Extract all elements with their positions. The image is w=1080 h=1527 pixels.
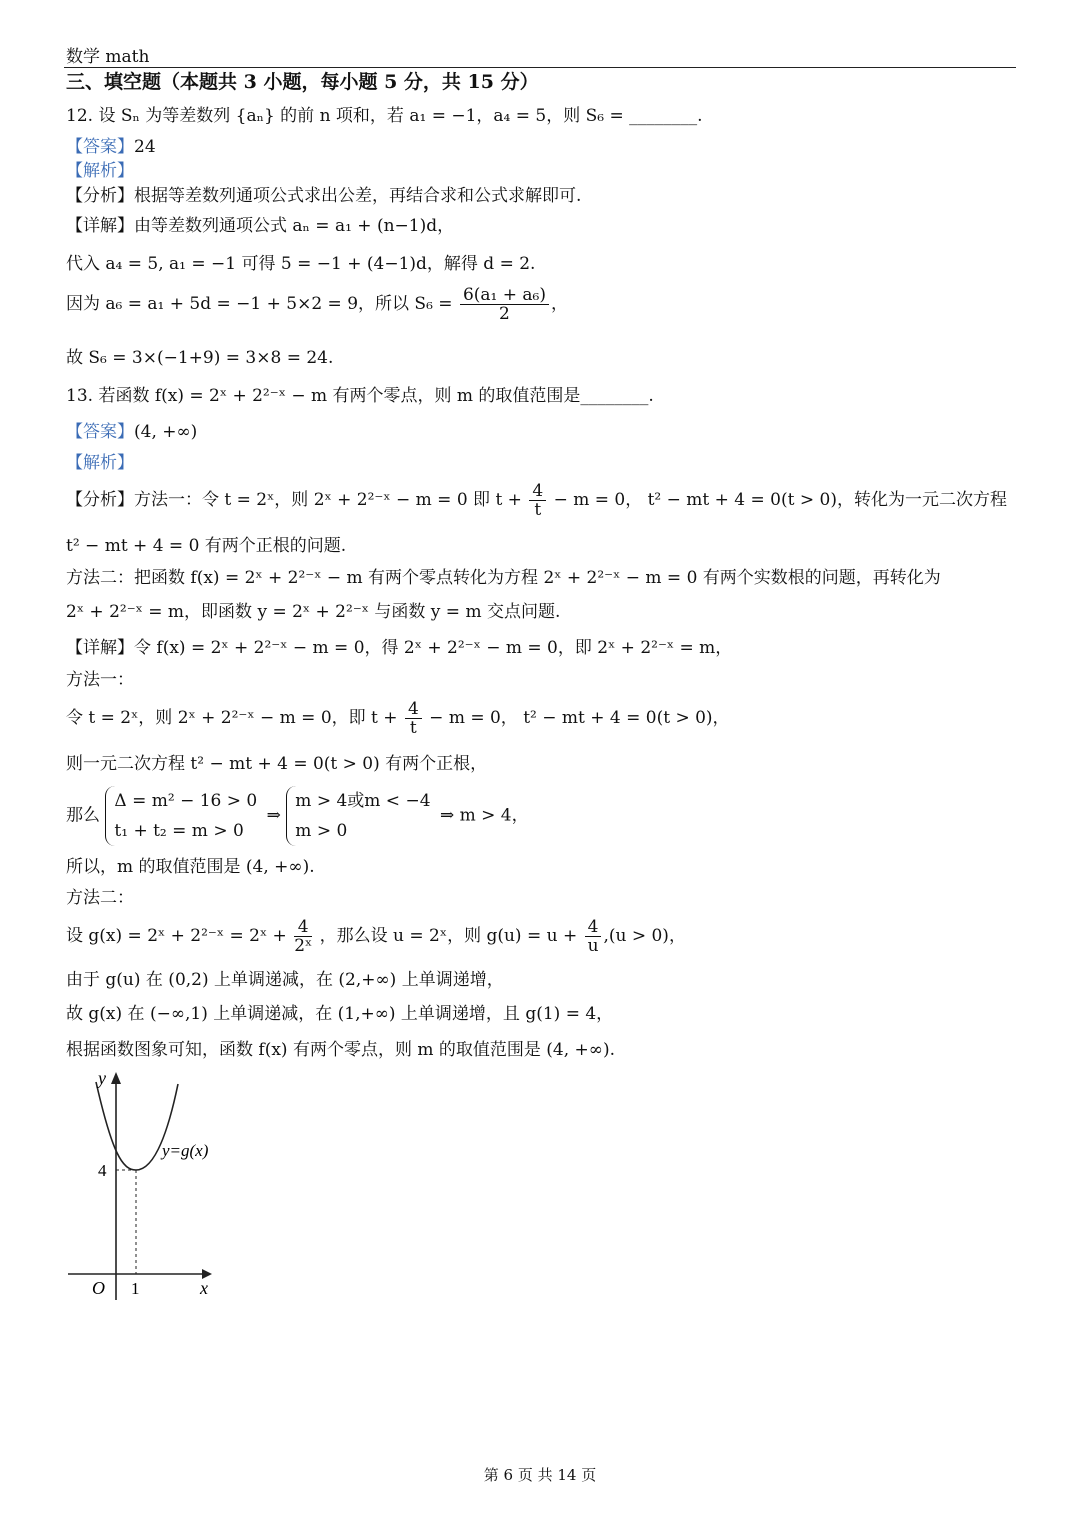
- q12-detail-3: [66, 286, 568, 323]
- q12-fenxi: 【分析】根据等差数列通项公式求出公差，再结合求和公式求解即可.: [66, 186, 582, 206]
- q12-answer: 24: [134, 137, 156, 157]
- m2-fraction-2: [585, 918, 602, 955]
- q13-fenxi-post: − m = 0， t² − mt + 4 = 0(t > 0)，转化为一元二次方程: [553, 490, 1007, 510]
- m1-l1-post: − m = 0， t² − mt + 4 = 0(t > 0)，: [429, 708, 730, 728]
- m2-l1-pre: 设 g(x) = 2ˣ + 2²⁻ˣ = 2ˣ +: [66, 926, 287, 946]
- q13-method1-line-1: [66, 700, 730, 737]
- page-footer: 第 6 页 共 14 页: [483, 1466, 597, 1484]
- m1-l3-pre: 那么: [66, 805, 100, 826]
- q13-fenxi-pre: 【分析】方法一：令 t = 2ˣ，则 2ˣ + 2²⁻ˣ − m = 0 即 t +: [66, 490, 522, 510]
- q13-answer-line: [66, 420, 197, 444]
- curve-label: y=g(x): [162, 1141, 209, 1160]
- s6-fraction: [460, 286, 549, 323]
- q13-answer: (4, +∞): [134, 422, 198, 442]
- q12-analysis-tag: 【解析】: [66, 161, 134, 181]
- fenxi-fraction: [529, 482, 546, 519]
- graph-svg: [60, 1062, 240, 1312]
- q13-question: 13. 若函数 f(x) = 2ˣ + 2²⁻ˣ − m 有两个零点，则 m 的取值范围是________.: [66, 386, 654, 406]
- q12-detail-4: 故 S₆ = 3×(−1+9) = 3×8 = 24.: [66, 348, 334, 368]
- q13-method2-line-4: 根据函数图象可知，函数 f(x) 有两个零点，则 m 的取值范围是 (4, +∞).: [66, 1040, 615, 1060]
- implies-arrow: ⇒: [266, 805, 281, 826]
- fraction-numerator: 4: [294, 918, 312, 937]
- q13-fenxi-2: t² − mt + 4 = 0 有两个正根的问题.: [66, 536, 347, 556]
- q13-method2-line-3: 故 g(x) 在 (−∞,1) 上单调递减，在 (1,+∞) 上单调递增，且 g(1) = 4，: [66, 1004, 614, 1024]
- function-graph: [60, 1062, 240, 1312]
- m1-l1-pre: 令 t = 2ˣ，则 2ˣ + 2²⁻ˣ − m = 0，即 t +: [66, 708, 398, 728]
- fraction-numerator: 4: [529, 482, 546, 501]
- q13-method2-line-2: 由于 g(u) 在 (0,2) 上单调递减，在 (2,+∞) 上单调递增，: [66, 970, 504, 990]
- q13-method2-1: 方法二：把函数 f(x) = 2ˣ + 2²⁻ˣ − m 有两个零点转化为方程 2ˣ + 2²⁻ˣ − m = 0 有两个实数根的问题，再转化为: [66, 568, 941, 588]
- header-rule: [64, 67, 1016, 68]
- q13-method2-2: 2ˣ + 2²⁻ˣ = m，即函数 y = 2ˣ + 2²⁻ˣ 与函数 y = m 交点问题.: [66, 602, 561, 622]
- fraction-denominator: 2ˣ: [294, 936, 313, 956]
- m2-l1-post: ,(u > 0)，: [603, 926, 686, 946]
- q13-method2-line-1: [66, 918, 686, 955]
- m2-fraction-1: [294, 918, 312, 955]
- answer-tag: 【答案】: [66, 137, 134, 157]
- q12-question: 12. 设 Sₙ 为等差数列 {aₙ} 的前 n 项和，若 a₁ = −1，a₄ = 5，则 S₆ = ________.: [66, 106, 703, 126]
- q13-method1-line-2: 则一元二次方程 t² − mt + 4 = 0(t > 0) 有两个正根，: [66, 754, 488, 774]
- q13-method2-title: 方法二：: [66, 888, 134, 908]
- section-title: 三、填空题（本题共 3 小题，每小题 5 分，共 15 分）: [66, 71, 539, 93]
- fraction-numerator: 4: [405, 700, 422, 719]
- condition-system-1: [105, 786, 261, 846]
- fraction-denominator: t: [409, 718, 417, 738]
- case-line: t₁ + t₂ = m > 0: [114, 821, 244, 841]
- q12-detail-3-pre: 因为 a₆ = a₁ + 5d = −1 + 5×2 = 9，所以 S₆ =: [66, 294, 453, 314]
- fraction-denominator: 2: [499, 304, 510, 324]
- q12-detail-3-post: ，: [550, 294, 568, 314]
- x-axis-label: x: [200, 1278, 208, 1298]
- q13-detail-1: 【详解】令 f(x) = 2ˣ + 2²⁻ˣ − m = 0，得 2ˣ + 2²⁻ˣ − m = 0，即 2ˣ + 2²⁻ˣ = m，: [66, 638, 733, 658]
- case-line: Δ = m² − 16 > 0: [114, 791, 258, 811]
- case-line: m > 0: [295, 821, 348, 841]
- q12-answer-line: [66, 135, 156, 159]
- q13-method1-title: 方法一：: [66, 670, 134, 690]
- x-tick-label: 1: [131, 1279, 140, 1298]
- fraction-numerator: 4: [585, 918, 602, 937]
- fraction-denominator: t: [534, 500, 542, 520]
- q13-analysis-tag: 【解析】: [66, 453, 134, 473]
- m1-fraction: [405, 700, 422, 737]
- page-header: 数学 math: [66, 47, 150, 67]
- q12-detail-1: 【详解】由等差数列通项公式 aₙ = a₁ + (n−1)d，: [66, 216, 455, 236]
- case-line: m > 4或m < −4: [295, 791, 431, 811]
- y-axis-label: y: [98, 1068, 106, 1088]
- m2-l1-mid: ，那么设 u = 2ˣ，则 g(u) = u +: [319, 926, 578, 946]
- origin-label: O: [92, 1278, 105, 1298]
- q13-method1-line-3: [66, 786, 529, 846]
- q13-method1-line-4: 所以，m 的取值范围是 (4, +∞).: [66, 857, 315, 877]
- answer-tag: 【答案】: [66, 422, 134, 442]
- condition-system-2: [286, 786, 434, 846]
- fraction-denominator: u: [587, 936, 599, 956]
- q13-fenxi: [66, 482, 1007, 519]
- fraction-numerator: 6(a₁ + a₆): [460, 286, 549, 305]
- q12-detail-2: 代入 a₄ = 5, a₁ = −1 可得 5 = −1 + (4−1)d，解得 d = 2.: [66, 254, 536, 274]
- y-axis-arrow-icon: [111, 1072, 121, 1084]
- y-tick-label: 4: [98, 1161, 107, 1180]
- m1-l3-post: ⇒ m > 4，: [439, 805, 529, 826]
